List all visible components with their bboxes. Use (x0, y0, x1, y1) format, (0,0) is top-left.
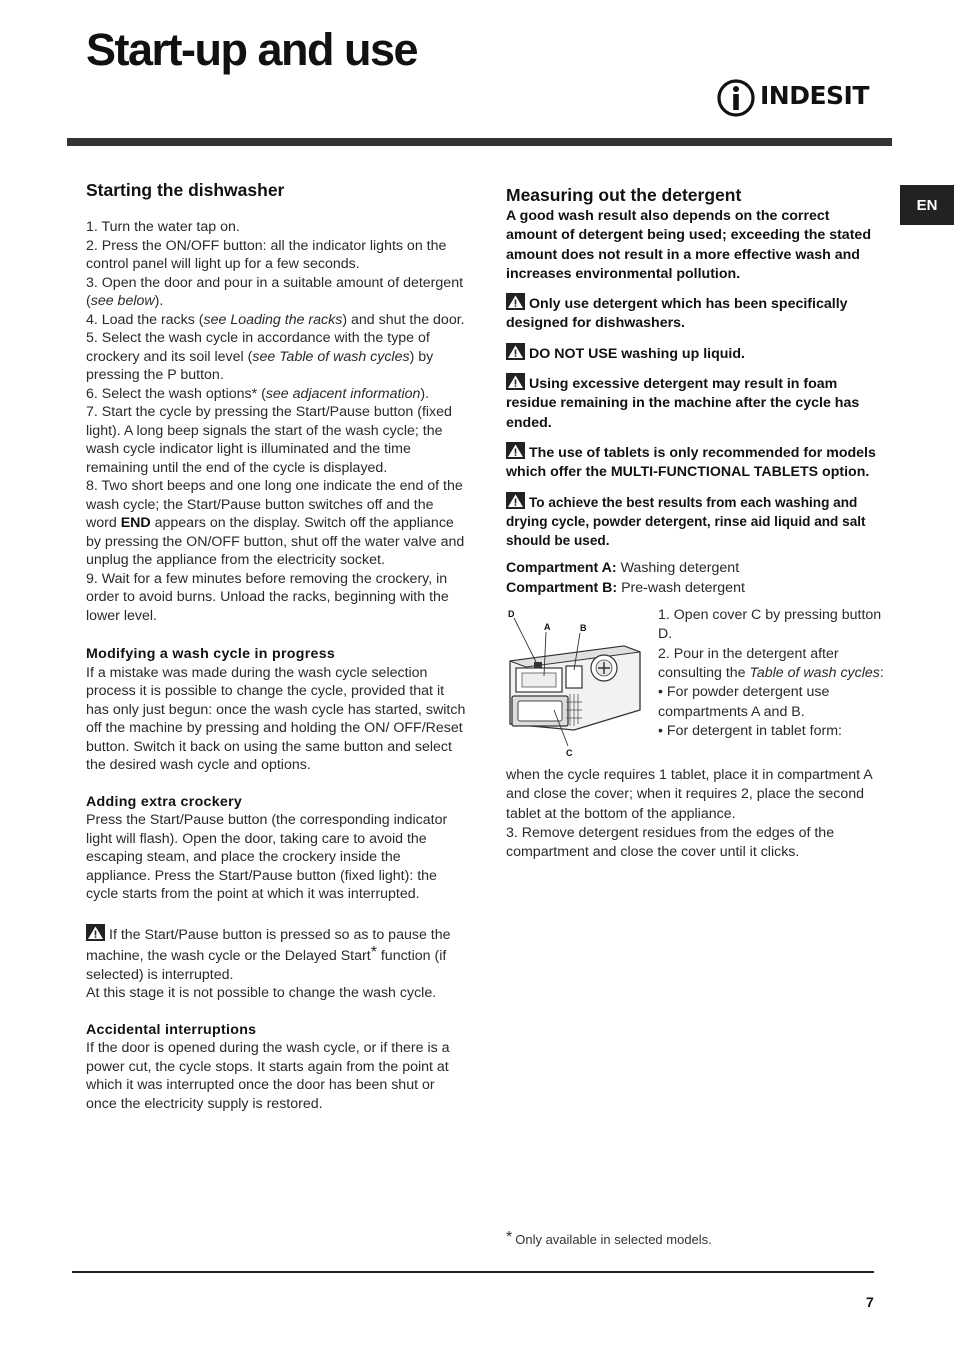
figure-label-c: C (566, 748, 573, 759)
dispenser-step-1: 1. Open cover C by pressing button D. (658, 607, 882, 643)
warning-icon (506, 293, 525, 310)
footnote-marker: * (370, 944, 377, 961)
footer-divider (72, 1271, 874, 1273)
compartments (506, 559, 884, 598)
modifying-text: If a mistake was made during the wash cycle selection process it is possible to change the cycle, provided that it has only just begun: once the wash cycle has started, switch off the machine by pressing and holding the ON/ OFF/Reset button. Switch it back on using the same button and select the desired wash cycle and options. (86, 664, 466, 773)
warning-2: DO NOT USE washing up liquid. (506, 343, 884, 364)
step-9: 9. Wait for a few minutes before removing the crockery, in order to avoid burns. Unload the racks, beginning with the lower level. (86, 570, 449, 624)
warning-icon (506, 442, 525, 459)
warning-icon (506, 492, 525, 509)
dispenser-bullet-tablet: • For detergent in tablet form: (658, 722, 842, 739)
indesit-logo-icon (716, 78, 756, 118)
right-column (506, 183, 884, 863)
indesit-logo (716, 78, 870, 118)
dispenser-bullet-powder: • For powder detergent use compartments A and B. (658, 684, 830, 720)
page-title: Start-up and use (86, 24, 418, 75)
step-8: 8. Two short beeps and one long one indicate the end of the wash cycle; the Start/Pause button switches off and the word END appears on the display. Switch off the appliance by pressing the ON/OFF button, shut off the water valve and unplug the appliance from the electricity socket. (86, 478, 465, 568)
accidental-section (86, 1021, 466, 1114)
dispenser-instructions (658, 606, 886, 741)
warning-4: The use of tablets is only recommended for models which offer the MULTI-FUNCTIONAL TABLETS option. (506, 442, 884, 483)
figure-label-a: A (544, 622, 551, 633)
language-tab[interactable]: EN (900, 185, 954, 225)
start-steps (86, 218, 466, 625)
dispenser-step-2: 2. Pour in the detergent after consulting the Table of wash cycles: (658, 645, 884, 681)
compartment-b: Compartment B: Pre-wash detergent (506, 579, 745, 596)
warning-5: To achieve the best results from each washing and drying cycle, powder detergent, rinse aid liquid and salt should be used. (506, 492, 884, 551)
footnote-text: Only available in selected models. (515, 1232, 712, 1247)
step-4: 4. Load the racks (see Loading the racks) and shut the door. (86, 311, 465, 328)
compartment-a: Compartment A: Washing detergent (506, 560, 740, 577)
step-2: 2. Press the ON/OFF button: all the indicator lights on the control panel will light up for a few seconds. (86, 237, 447, 272)
footnote-star: * (506, 1229, 513, 1246)
detergent-intro: A good wash result also depends on the correct amount of detergent being used; exceeding the stated amount does not result in a more effective wash and increases environmental pollution. (506, 208, 871, 282)
step-7: 7. Start the cycle by pressing the Start/Pause button (fixed light). A long beep signals the start of the wash cycle; the wash cycle indicator light is illuminated and the time remaining until the end of the cycle is displayed. (86, 404, 452, 476)
warning-1: Only use detergent which has been specifically designed for dishwashers. (506, 293, 884, 334)
dispenser-tablet-text: when the cycle requires 1 tablet, place it in compartment A and close the cover; when it requires 2, place the second tablet at the bottom of the appliance. (506, 767, 872, 822)
subheading-modifying: Modifying a wash cycle in progress (86, 646, 336, 662)
left-column (86, 178, 466, 1113)
page-number: 7 (866, 1294, 874, 1310)
section-heading-detergent: Measuring out the detergent (506, 185, 742, 205)
pause-note-text: If the Start/Pause button is pressed so as to pause the machine, the wash cycle or the Delayed Start (86, 926, 451, 964)
pause-note-text-2: At this stage it is not possible to change the wash cycle. (86, 985, 437, 1001)
brand-name: INDESIT (760, 81, 869, 110)
adding-text: Press the Start/Pause button (the corresponding indicator light will flash). Open the door, taking care to avoid the escaping steam, and place the crockery inside the appliance. Press the Start/Pause button (fixed light): the cycle starts from the point at which it was interrupted. (86, 812, 448, 902)
accidental-text: If the door is opened during the wash cycle, or if there is a power cut, the cycle stops. It starts again from the point at which it was interrupted once the door has been shut or once the electricity supply is restored. (86, 1040, 450, 1112)
step-3: 3. Open the door and pour in a suitable amount of detergent (see below). (86, 274, 464, 309)
detergent-dispenser-diagram (506, 606, 646, 766)
warning-icon (86, 924, 105, 941)
pause-note: If the Start/Pause button is pressed so as to pause the machine, the wash cycle or the Delayed Start* function (if selected) is interrupted. At this stage it is not possible to change the wash cycle. (86, 924, 466, 1003)
figure-label-d: D (508, 609, 515, 620)
subheading-accidental: Accidental interruptions (86, 1021, 257, 1038)
subheading-adding: Adding extra crockery (86, 793, 243, 810)
adding-section (86, 793, 466, 904)
step-6: 6. Select the wash options* (see adjacent information). (86, 385, 430, 402)
warning-icon (506, 373, 525, 390)
dispenser-step-3: 3. Remove detergent residues from the edges of the compartment and close the cover until it clicks. (506, 824, 835, 861)
warning-3: Using excessive detergent may result in foam residue remaining in the machine after the cycle has ended. (506, 373, 884, 433)
section-heading-starting: Starting the dishwasher (86, 180, 285, 200)
footnote (506, 1229, 712, 1247)
step-1: 1. Turn the water tap on. (86, 219, 240, 235)
detergent-figure-block (506, 606, 884, 766)
header-divider (67, 138, 892, 146)
step-5: 5. Select the wash cycle in accordance with the type of crockery and its soil level (see Table of wash cycles) by pressing the P button. (86, 330, 434, 383)
warning-icon (506, 343, 525, 360)
modifying-section (86, 645, 466, 775)
figure-label-b: B (580, 623, 587, 634)
